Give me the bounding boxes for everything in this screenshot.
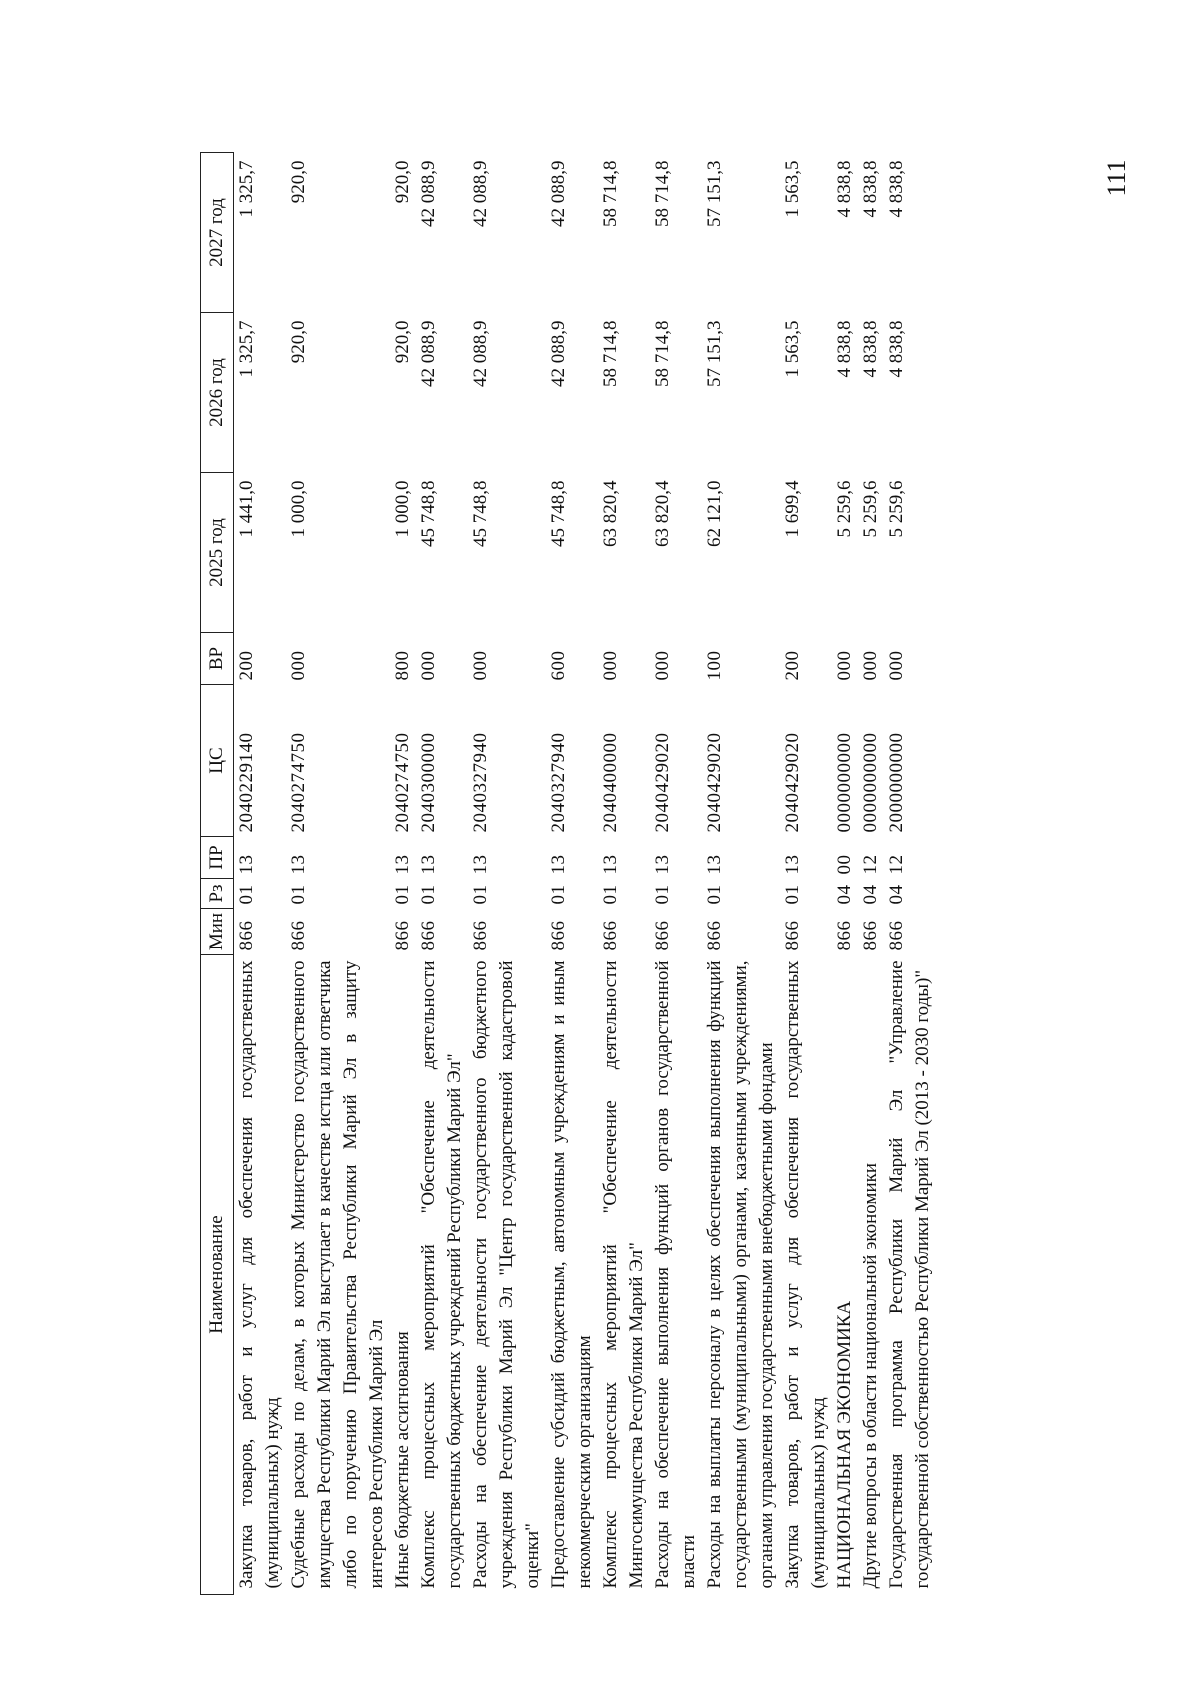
cell-pr: 13 [236, 854, 257, 875]
cell-rz: 01 [470, 884, 491, 905]
cell-y2026: 1 563,5 [782, 320, 803, 378]
cell-cs: 2040229140 [236, 732, 257, 833]
cell-vr: 000 [470, 650, 491, 681]
cell-y2026: 57 151,3 [704, 320, 725, 387]
cell-y2026: 58 714,8 [600, 320, 621, 387]
cell-name: Судебные расходы по делам, в которых Министерство государственного имущества Республики Марий Эл выступает в качестве истца или ответчика либо по поручению Правительства Республики Марий Эл в защиту интересов Республики Марий Эл [288, 960, 387, 1589]
cell-pr: 13 [704, 854, 725, 875]
cell-cs: 2040429020 [652, 732, 673, 833]
cell-y2026: 1 325,7 [236, 320, 257, 378]
cell-y2025: 62 121,0 [704, 480, 725, 547]
cell-vr: 200 [782, 650, 803, 681]
cell-vr: 000 [834, 650, 855, 681]
cell-cs: 2040300000 [418, 732, 439, 833]
cell-vr: 800 [392, 650, 413, 681]
header-min: Мин [201, 909, 234, 955]
cell-pr: 13 [392, 854, 413, 875]
cell-vr: 000 [288, 650, 309, 681]
cell-y2026: 42 088,9 [470, 320, 491, 387]
cell-cs: 2000000000 [886, 732, 907, 833]
cell-cs: 0000000000 [834, 732, 855, 833]
cell-name: Расходы на выплаты персоналу в целях обеспечения выполнения функций государственными (муниципальными) органами, казенными учреждениями, органами управления государственными внебюджетными фондами [704, 960, 777, 1589]
cell-rz: 01 [600, 884, 621, 905]
cell-min: 866 [548, 920, 569, 951]
header-2027: 2027 год [201, 153, 234, 313]
cell-rz: 01 [704, 884, 725, 905]
table-row [390, 145, 416, 1595]
table-row [650, 145, 702, 1595]
cell-name: НАЦИОНАЛЬНАЯ ЭКОНОМИКА [834, 1300, 855, 1589]
cell-y2025: 63 820,4 [600, 480, 621, 547]
cell-name: Иные бюджетные ассигнования [392, 1331, 413, 1589]
cell-vr: 100 [704, 650, 725, 681]
table-row [286, 145, 390, 1595]
cell-pr: 13 [470, 854, 491, 875]
cell-cs: 2040400000 [600, 732, 621, 833]
cell-y2026: 58 714,8 [652, 320, 673, 387]
table-row [832, 145, 858, 1595]
cell-name: Закупка товаров, работ и услуг для обеспечения государственных (муниципальных) нужд [782, 960, 829, 1589]
cell-name: Расходы на обеспечение выполнения функций органов государственной власти [652, 960, 699, 1589]
cell-rz: 01 [392, 884, 413, 905]
cell-min: 866 [470, 920, 491, 951]
cell-y2025: 1 000,0 [392, 480, 413, 538]
cell-rz: 04 [860, 884, 881, 905]
page-number: 111 [1102, 159, 1131, 197]
cell-y2026: 920,0 [392, 320, 413, 364]
cell-vr: 000 [860, 650, 881, 681]
cell-y2025: 63 820,4 [652, 480, 673, 547]
header-2025: 2025 год [201, 473, 234, 633]
cell-min: 866 [886, 920, 907, 951]
cell-y2027: 4 838,8 [860, 160, 881, 218]
cell-min: 866 [418, 920, 439, 951]
cell-vr: 000 [652, 650, 673, 681]
cell-rz: 01 [782, 884, 803, 905]
cell-cs: 2040429020 [704, 732, 725, 833]
header-2026: 2026 год [201, 313, 234, 473]
cell-min: 866 [236, 920, 257, 951]
cell-pr: 00 [834, 854, 855, 875]
cell-name: Комплекс процессных мероприятий "Обеспечение деятельности Мингосимущества Республики Марий Эл" [600, 960, 647, 1589]
cell-rz: 01 [236, 884, 257, 905]
cell-y2027: 42 088,9 [418, 160, 439, 227]
table-row [416, 145, 468, 1595]
cell-rz: 01 [652, 884, 673, 905]
cell-pr: 13 [548, 854, 569, 875]
cell-min: 866 [392, 920, 413, 951]
cell-y2025: 5 259,6 [834, 480, 855, 538]
cell-cs: 2040274750 [392, 732, 413, 833]
cell-y2027: 57 151,3 [704, 160, 725, 227]
cell-y2026: 4 838,8 [860, 320, 881, 378]
cell-y2027: 1 325,7 [236, 160, 257, 218]
cell-pr: 13 [418, 854, 439, 875]
cell-cs: 2040327940 [470, 732, 491, 833]
cell-name: Закупка товаров, работ и услуг для обеспечения государственных (муниципальных) нужд [236, 960, 283, 1589]
cell-min: 866 [782, 920, 803, 951]
cell-pr: 12 [886, 854, 907, 875]
cell-y2025: 45 748,8 [470, 480, 491, 547]
cell-rz: 01 [288, 884, 309, 905]
header-cs: ЦС [201, 685, 234, 837]
cell-y2026: 4 838,8 [886, 320, 907, 378]
table-row [234, 145, 287, 1595]
table-row [468, 145, 546, 1595]
cell-vr: 200 [236, 650, 257, 681]
cell-vr: 600 [548, 650, 569, 681]
cell-y2025: 45 748,8 [548, 480, 569, 547]
cell-y2027: 1 563,5 [782, 160, 803, 218]
cell-y2026: 42 088,9 [548, 320, 569, 387]
cell-name: Предоставление субсидий бюджетным, автономным учреждениям и иным некоммерческим организациям [548, 960, 595, 1589]
cell-y2025: 1 000,0 [288, 480, 309, 538]
cell-cs: 0000000000 [860, 732, 881, 833]
cell-y2027: 920,0 [392, 160, 413, 204]
cell-y2026: 4 838,8 [834, 320, 855, 378]
cell-pr: 13 [288, 854, 309, 875]
table-row [858, 145, 884, 1595]
cell-pr: 13 [600, 854, 621, 875]
cell-vr: 000 [418, 650, 439, 681]
cell-y2025: 1 699,4 [782, 480, 803, 538]
cell-name: Расходы на обеспечение деятельности государственного бюджетного учреждения Республики Марий Эл "Центр государственной кадастровой оценки" [470, 960, 543, 1589]
cell-min: 866 [834, 920, 855, 951]
cell-y2027: 920,0 [288, 160, 309, 204]
table-row [884, 145, 936, 1595]
cell-cs: 2040327940 [548, 732, 569, 833]
cell-name: Другие вопросы в области национальной экономики [860, 1162, 881, 1589]
cell-y2027: 58 714,8 [600, 160, 621, 227]
budget-table-sheet [200, 145, 1060, 1595]
cell-cs: 2040429020 [782, 732, 803, 833]
table-row [598, 145, 650, 1595]
header-vr: ВР [201, 633, 234, 685]
cell-y2027: 4 838,8 [834, 160, 855, 218]
table-header-row [201, 145, 234, 1595]
cell-name: Государственная программа Республики Марий Эл "Управление государственной собственностью Республики Марий Эл (2013 - 2030 годы)" [886, 960, 933, 1589]
cell-y2025: 1 441,0 [236, 480, 257, 538]
cell-y2027: 4 838,8 [886, 160, 907, 218]
cell-y2026: 920,0 [288, 320, 309, 364]
cell-min: 866 [860, 920, 881, 951]
cell-vr: 000 [600, 650, 621, 681]
cell-pr: 12 [860, 854, 881, 875]
cell-y2027: 58 714,8 [652, 160, 673, 227]
cell-pr: 13 [652, 854, 673, 875]
table-row [702, 145, 780, 1595]
cell-y2025: 5 259,6 [860, 480, 881, 538]
cell-y2027: 42 088,9 [548, 160, 569, 227]
table-row [546, 145, 598, 1595]
cell-min: 866 [288, 920, 309, 951]
cell-y2026: 42 088,9 [418, 320, 439, 387]
cell-rz: 04 [886, 884, 907, 905]
cell-rz: 01 [548, 884, 569, 905]
cell-name: Комплекс процессных мероприятий "Обеспечение деятельности государственных бюджетных учреждений Республики Марий Эл" [418, 960, 465, 1589]
table-row [780, 145, 832, 1595]
cell-pr: 13 [782, 854, 803, 875]
cell-rz: 04 [834, 884, 855, 905]
cell-y2027: 42 088,9 [470, 160, 491, 227]
header-pr: ПР [201, 837, 234, 879]
cell-y2025: 45 748,8 [418, 480, 439, 547]
cell-vr: 000 [886, 650, 907, 681]
cell-cs: 2040274750 [288, 732, 309, 833]
budget-table [200, 145, 936, 1596]
cell-rz: 01 [418, 884, 439, 905]
cell-min: 866 [704, 920, 725, 951]
header-name: Наименование [201, 955, 234, 1595]
header-rz: Рз [201, 879, 234, 909]
cell-y2025: 5 259,6 [886, 480, 907, 538]
cell-min: 866 [652, 920, 673, 951]
cell-min: 866 [600, 920, 621, 951]
